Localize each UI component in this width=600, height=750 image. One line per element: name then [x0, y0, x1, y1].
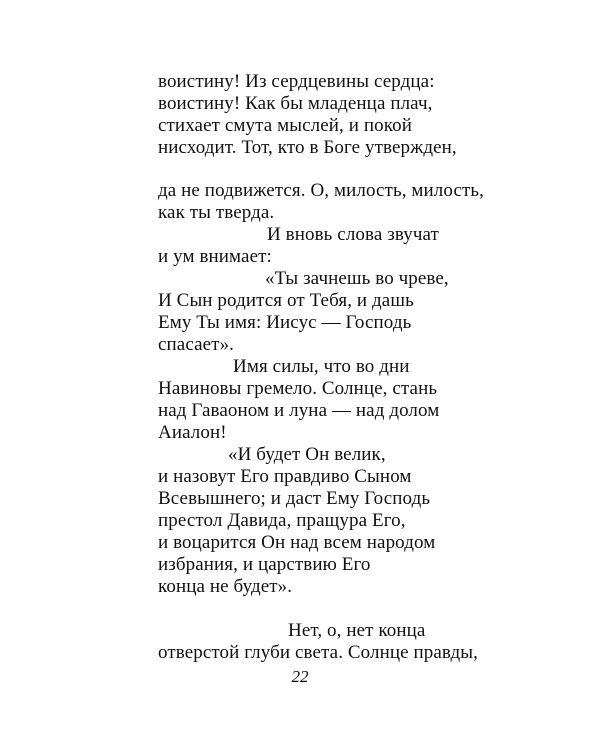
poem-line: и ум внимает: — [158, 246, 272, 267]
poem-line: спасает». — [158, 334, 235, 355]
poem-line: Навиновы гремело. Солнце, стань — [158, 378, 438, 399]
poem-line: Ему Ты имя: Иисус — Господь — [158, 312, 412, 333]
poem-line: «Ты зачнешь во чреве, — [265, 268, 449, 289]
poem-line: Всевышнего; и даст Ему Господь — [158, 488, 431, 509]
poem-line: Аиалон! — [158, 422, 227, 443]
poem-line: над Гаваоном и луна — над долом — [158, 400, 440, 421]
poem-line: И вновь слова звучат — [267, 224, 439, 245]
poem-line: воистину! Из сердцевины сердца: — [158, 71, 435, 92]
poem-line: и назовут Его правдиво Сыном — [158, 466, 412, 487]
poem-line: как ты тверда. — [158, 202, 275, 223]
poem-line: нисходит. Тот, кто в Боге утвержден, — [158, 137, 457, 158]
page-number: 22 — [291, 667, 309, 686]
poem-line: Нет, о, нет конца — [288, 620, 426, 641]
poem-line: конца не будет». — [158, 576, 293, 597]
poem-line: да не подвижется. О, милость, милость, — [158, 180, 485, 201]
poem-line: стихает смута мыслей, и покой — [158, 115, 412, 136]
poem-line: избрания, и царствию Его — [158, 554, 371, 575]
poem-line: воистину! Как бы младенца плач, — [158, 93, 433, 114]
poem-line: отверстой глуби света. Солнце правды, — [158, 642, 478, 663]
poem-line: И Сын родится от Тебя, и дашь — [158, 290, 414, 311]
poem-line: престол Давида, пращура Его, — [158, 510, 406, 531]
poem-line: и воцарится Он над всем народом — [158, 532, 436, 553]
poem-line: Имя силы, что во дни — [233, 356, 410, 377]
poem-line: «И будет Он велик, — [228, 444, 386, 465]
